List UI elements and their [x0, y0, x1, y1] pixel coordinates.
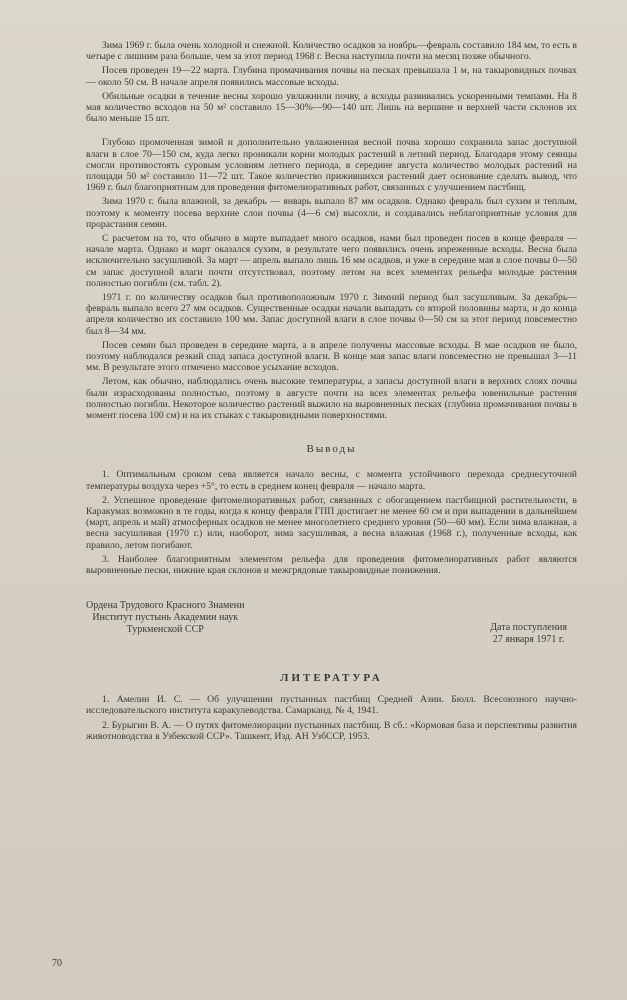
paragraph: Глубоко промоченная зимой и дополнительно увлажненная весной почва хорошо сохранила запас доступной влаги в слое 70—150 см, куда легко проникали корни молодых растений в летний период. Благодаря этому сеянцы смогли противостоять суровым условиям летнего периода, в середине августа количество молодых растений на площади 50 м² составило 11—72 шт. Такое количество прижившихся растений дает основание сделать вывод, что 1969 г. был благоприятным для проведения фитомелиоративных работ, связанных с улучшением пастбищ. — [86, 137, 577, 194]
literature-heading: ЛИТЕРАТУРА — [280, 672, 383, 685]
conclusion-item: 2. Успешное проведение фитомелиоративных работ, связанных с обогащением пастбищной растительности, в Каракумах возможно в те годы, когда к концу февраля ГПП достигает не менее 60 см и при выпадении в дальнейшем (март, апрель и май) атмосферных осадков не менее многолетнего среднего уровня (50—60 мм). Если зима влажная, а весна засушливая (1970 г.) или, наоборот, зима засушливая, а весна влажная (1968 г.), полученные всходы, как правило, летом погибают. — [86, 494, 577, 551]
conclusion-item: 3. Наиболее благоприятным элементом рельефа для проведения фитомелиоративных работ являются выровненные пески, нижние края склонов и межгрядовые такыровидные понижения. — [86, 553, 577, 576]
received-date-value: 27 января 1971 г. — [492, 634, 565, 646]
reference-item: 1. Амелин И. С. — Об улучшении пустынных пастбищ Средней Азии. Бюлл. Всесоюзного научно-исследовательского института каракулеводства. Самарканд. № 4, 1941. — [86, 694, 577, 717]
paragraph: Зима 1969 г. была очень холодной и снежной. Количество осадков за ноябрь—февраль составило 184 мм, то есть в четыре с лишним раза больше, чем за этот период 1968 г. Весна наступила почти на месяц позже обычного. — [86, 40, 577, 63]
paragraph: Посев проведен 19—22 марта. Глубина промачивания почвы на песках превышала 1 м, на такыровидных почвах — около 50 см. В начале апреля появились массовые всходы. — [86, 65, 577, 88]
received-date-label: Дата поступления — [490, 622, 567, 634]
conclusions-heading: Выводы — [306, 443, 357, 456]
literature-list — [86, 694, 577, 742]
institution-line: Ордена Трудового Красного Знамени — [86, 600, 245, 612]
received-date — [490, 600, 577, 646]
reference-item: 2. Бурыгин В. А. — О путях фитомелиорации пустынных пастбищ. В сб.: «Кормовая база и перспективы развития животноводства в Узбекской ССР». Ташкент, Изд. АН УзбССР, 1953. — [86, 719, 577, 742]
paragraph: Летом, как обычно, наблюдались очень высокие температуры, а запасы доступной влаги в верхних слоях почвы были израсходованы полностью, поэтому в августе почти на всех элементах рельефа ювенильные растения полностью погибли. Некоторое количество растений выжило на выровненных песках (глубина промачивания почвы в момент посева 100 см) и на их стыках с такыровидными поверхностями. — [86, 376, 577, 422]
institution-line: Институт пустынь Академии наук — [92, 612, 239, 624]
page-number: 70 — [52, 958, 62, 969]
paragraph: 1971 г. по количеству осадков был противоположным 1970 г. Зимний период был засушливым. За декабрь—февраль выпало всего 27 мм осадков. Существенные осадки начали выпадать со второй половины марта, и до конца апреля количество их составило 100 мм. Запас доступной влаги в слое почвы 0—50 см за этот период повсеместно был 8—34 мм. — [86, 292, 577, 337]
institution-line: Туркменской ССР — [126, 624, 204, 636]
affiliation-block — [86, 600, 577, 646]
paragraph: Посев семян был проведен в середине марта, а в апреле получены массовые всходы. В мае осадков не было, поэтому наблюдался резкий спад запаса доступной влаги. В конце мая запас влаги повсеместно не превышал 3—11 мм. В результате этого отмечено массовое усыхание всходов. — [86, 339, 577, 374]
conclusions-list — [86, 469, 577, 576]
body-text-block-1 — [86, 40, 577, 124]
paragraph: Обильные осадки в течение весны хорошо увлажнили почву, а всходы развивались ускоренными темпами. На 8 мая количество всходов на 50 м² составило 15—30%—90—140 шт. Лишь на вершине и верхней части склонов их было меньше 15 шт. — [86, 90, 577, 125]
paragraph: Зима 1970 г. была влажной, за декабрь — январь выпало 87 мм осадков. Однако февраль был сухим и теплым, поэтому к моменту посева верхние слои почвы (4—6 см) высохли, и создавались неблагоприятные условия для прорастания семян. — [86, 196, 577, 230]
paragraph: С расчетом на то, что обычно в марте выпадает много осадков, нами был проведен посев в конце февраля — начале марта. Однако и март оказался сухим, в результате чего появились очень изреженные всходы. Весна была исключительно засушливой. За март — апрель выпало лишь 16 мм осадков, и уже в середине мая в слое почвы 0—50 см запас доступной влаги почти отсутствовал, поэтому летом на всех элементах рельефа молодые растения полностью погибли (см. табл. 2). — [86, 233, 577, 289]
body-text-block-2 — [86, 137, 577, 421]
conclusion-item: 1. Оптимальным сроком сева является начало весны, с момента устойчивого перехода среднесуточной температуры воздуха через +5°, то есть в среднем конец февраля — начало марта. — [86, 469, 577, 492]
institution — [86, 600, 245, 646]
